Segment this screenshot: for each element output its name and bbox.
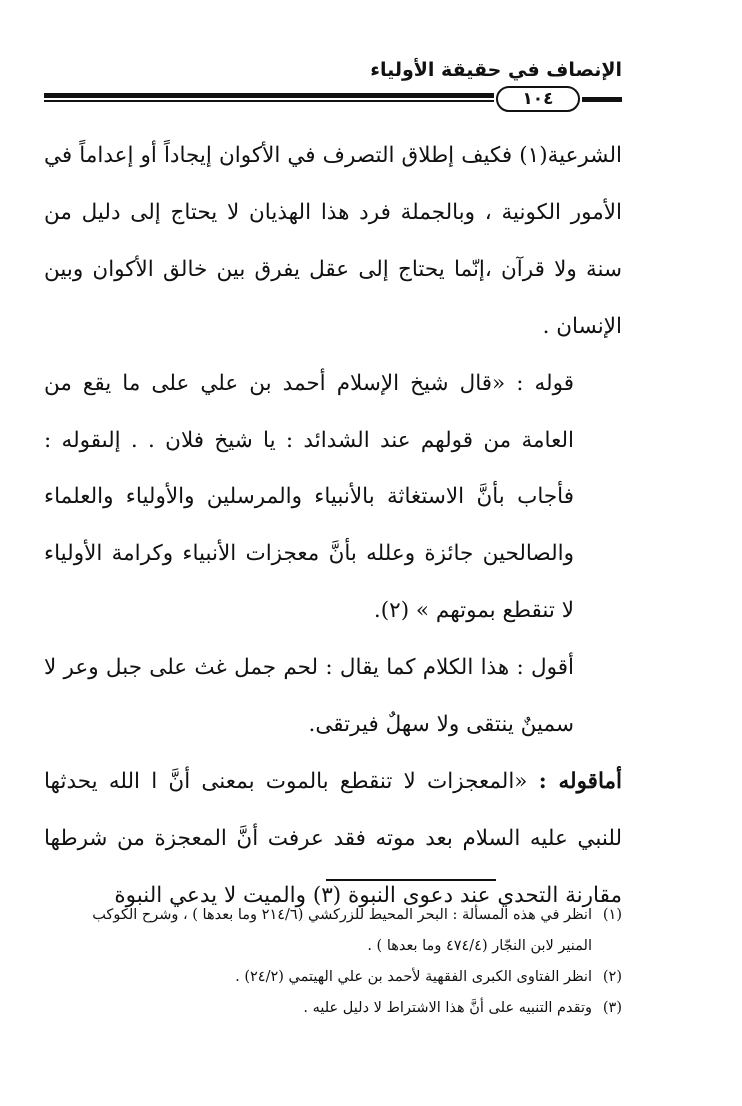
- paragraph-4-text: «المعجزات لا تنقطع بالموت بمعنى أنَّ ا الله يحدثها للنبي عليه السلام بعد موته فقد عرفت أنَّ المعجزة من شرطها مقارنة التحدي عند دعوى النبوة (٣) والميت لا يدعي النبوة: [44, 768, 622, 908]
- paragraph-1: الشرعية(١) فكيف إطلاق التصرف في الأكوان إيجاداً أو إعداماً في الأمور الكونية ، وبالجملة فرد هذا الهذيان لا يحتاج إلى دليل من سنة ولا قرآن ،إنّما يحتاج إلى عقل يفرق بين خالق الأكوان وبين الإنسان .: [44, 143, 622, 339]
- footnote-text: انظر الفتاوى الكبرى الفقهية لأحمد بن علي الهيتمي (٢٤/٢) .: [235, 969, 592, 985]
- paragraph-3: أقول : هذا الكلام كما يقال : لحم جمل غث على جبل وعر لا سمينٌ ينتقى ولا سهلٌ فيرتقى.: [44, 655, 574, 738]
- footnote-separator: [326, 879, 496, 881]
- footnote-2: [44, 962, 622, 993]
- footnote-number: (٢): [602, 969, 622, 985]
- paragraph-2: قوله : «قال شيخ الإسلام أحمد بن علي على ما يقع من العامة من قولهم عند الشدائد : يا شيخ فلان . . إلىقوله : فأجاب بأنَّ الاستغاثة بالأنبياء والمرسلين والأولياء والعلماء والصالحين جائزة وعلله بأنَّ معجزات الأنبياء وكرامة الأولياء لا تنقطع بموتهم » (٢).: [44, 370, 574, 624]
- footnote-1-continuation: المنير لابن النجّار (٤٧٤/٤ وما بعدها ) .: [367, 938, 592, 954]
- header-rule-short: [582, 97, 622, 102]
- footnote-number: (١): [602, 907, 622, 923]
- header-rule: [44, 93, 494, 98]
- footnote-text: انظر في هذه المسألة : البحر المحيط للزركشي (٢١٤/٦ وما بعدها ) ، وشرح الكوكب: [92, 907, 592, 923]
- paragraph-4-lead: أماقوله :: [538, 768, 622, 794]
- footnotes: [44, 900, 622, 1024]
- footnote-3: [44, 993, 622, 1024]
- running-title: الإنصاف في حقيقة الأولياء: [370, 59, 622, 81]
- header-rule-thin: [44, 100, 494, 102]
- main-text: [44, 128, 622, 925]
- footnote-number: (٣): [602, 1000, 622, 1016]
- footnote-1: [44, 900, 622, 931]
- page-number: ١٠٤: [496, 86, 580, 112]
- footnote-text: وتقدم التنبيه على أنَّ هذا الاشتراط لا دليل عليه .: [303, 1000, 592, 1016]
